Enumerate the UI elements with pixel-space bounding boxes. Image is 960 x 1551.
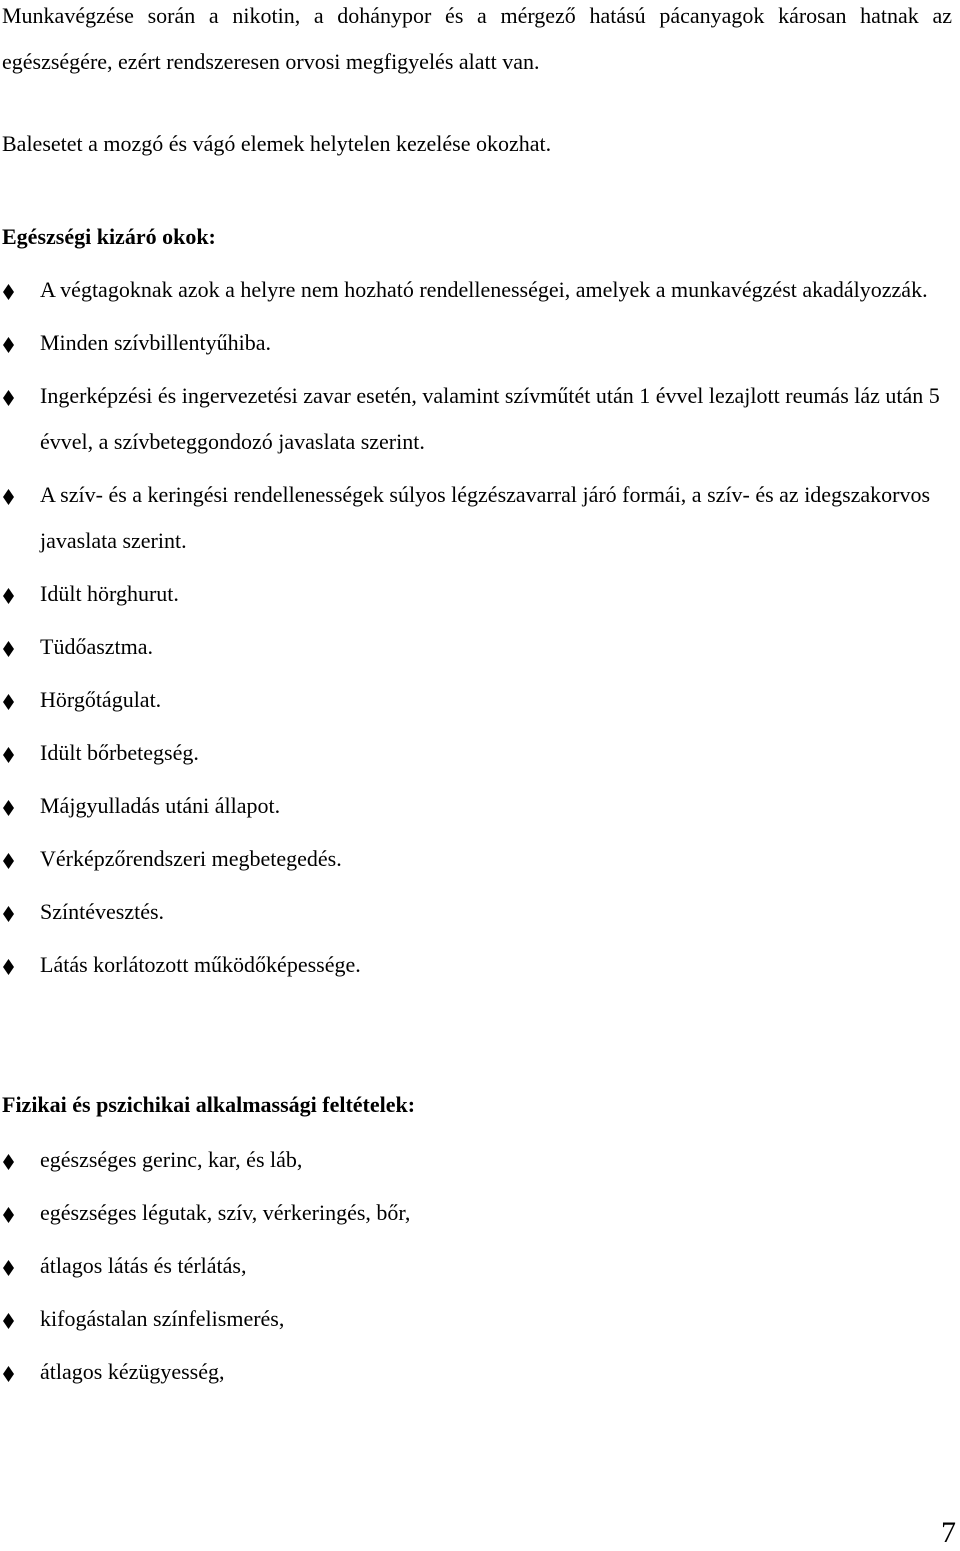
diamond-bullet-icon bbox=[3, 337, 14, 353]
list-item bbox=[0, 730, 960, 776]
list-item-text: Májgyulladás utáni állapot. bbox=[40, 793, 281, 818]
list-item-text: kifogástalan színfelismerés, bbox=[40, 1306, 285, 1331]
list-item bbox=[0, 1190, 960, 1236]
list-item-text: Látás korlátozott működőképessége. bbox=[40, 952, 361, 977]
list-item-text: A végtagoknak azok a helyre nem hozható rendellenességei, amelyek a munkavégzést akadályozzák. bbox=[40, 277, 928, 302]
diamond-bullet-icon bbox=[3, 959, 14, 975]
list-item bbox=[0, 320, 960, 366]
list-item bbox=[0, 783, 960, 829]
list-item bbox=[0, 267, 960, 313]
diamond-bullet-icon bbox=[3, 1366, 14, 1382]
diamond-bullet-icon bbox=[3, 489, 14, 505]
list-item-text: egészséges gerinc, kar, és láb, bbox=[40, 1147, 303, 1172]
diamond-bullet-icon bbox=[3, 588, 14, 604]
accident-paragraph: Balesetet a mozgó és vágó elemek helytelen kezelése okozhat. bbox=[2, 131, 552, 156]
diamond-bullet-icon bbox=[3, 906, 14, 922]
diamond-bullet-icon bbox=[3, 284, 14, 300]
health-exclusions-list bbox=[0, 267, 960, 995]
list-item-text: Színtévesztés. bbox=[40, 899, 165, 924]
list-item bbox=[0, 1243, 960, 1289]
list-item bbox=[0, 1296, 960, 1342]
list-item bbox=[0, 942, 960, 988]
list-item-text: egészséges légutak, szív, vérkeringés, bőr, bbox=[40, 1200, 411, 1225]
list-item-text: átlagos kézügyesség, bbox=[40, 1359, 225, 1384]
list-item-text: Idült hörghurut. bbox=[40, 581, 179, 606]
health-exclusions-heading: Egészségi kizáró okok: bbox=[2, 224, 216, 249]
diamond-bullet-icon bbox=[3, 390, 14, 406]
list-item bbox=[0, 571, 960, 617]
diamond-bullet-icon bbox=[3, 1260, 14, 1276]
list-item bbox=[0, 677, 960, 723]
list-item bbox=[0, 1349, 960, 1395]
diamond-bullet-icon bbox=[3, 1207, 14, 1223]
list-item bbox=[0, 472, 960, 564]
list-item bbox=[0, 373, 960, 465]
fitness-conditions-list bbox=[0, 1137, 960, 1402]
diamond-bullet-icon bbox=[3, 1154, 14, 1170]
diamond-bullet-icon bbox=[3, 641, 14, 657]
diamond-bullet-icon bbox=[3, 694, 14, 710]
list-item bbox=[0, 889, 960, 935]
list-item-text: átlagos látás és térlátás, bbox=[40, 1253, 247, 1278]
list-item-text: Minden szívbillentyűhiba. bbox=[40, 330, 271, 355]
list-item bbox=[0, 836, 960, 882]
intro-paragraph: Munkavégzése során a nikotin, a dohánypor és a mérgező hatású pácanyagok károsan hatnak az egészségére, ezért rendszeresen orvosi megfigyelés alatt van. bbox=[2, 3, 952, 74]
list-item-text: Idült bőrbetegség. bbox=[40, 740, 199, 765]
diamond-bullet-icon bbox=[3, 853, 14, 869]
diamond-bullet-icon bbox=[3, 1313, 14, 1329]
list-item bbox=[0, 1137, 960, 1183]
list-item-text: A szív- és a keringési rendellenességek súlyos légzészavarral járó formái, a szív- és az idegszakorvos javaslata szerint. bbox=[40, 482, 931, 553]
page-number: 7 bbox=[941, 1516, 956, 1549]
list-item-text: Vérképzőrendszeri megbetegedés. bbox=[40, 846, 342, 871]
fitness-conditions-heading: Fizikai és pszichikai alkalmassági feltételek: bbox=[2, 1092, 416, 1117]
diamond-bullet-icon bbox=[3, 747, 14, 763]
list-item-text: Hörgőtágulat. bbox=[40, 687, 162, 712]
list-item bbox=[0, 624, 960, 670]
list-item-text: Ingerképzési és ingervezetési zavar esetén, valamint szívműtét után 1 évvel lezajlott reumás láz után 5 évvel, a szívbeteggondozó javaslata szerint. bbox=[40, 383, 940, 454]
diamond-bullet-icon bbox=[3, 800, 14, 816]
list-item-text: Tüdőasztma. bbox=[40, 634, 154, 659]
